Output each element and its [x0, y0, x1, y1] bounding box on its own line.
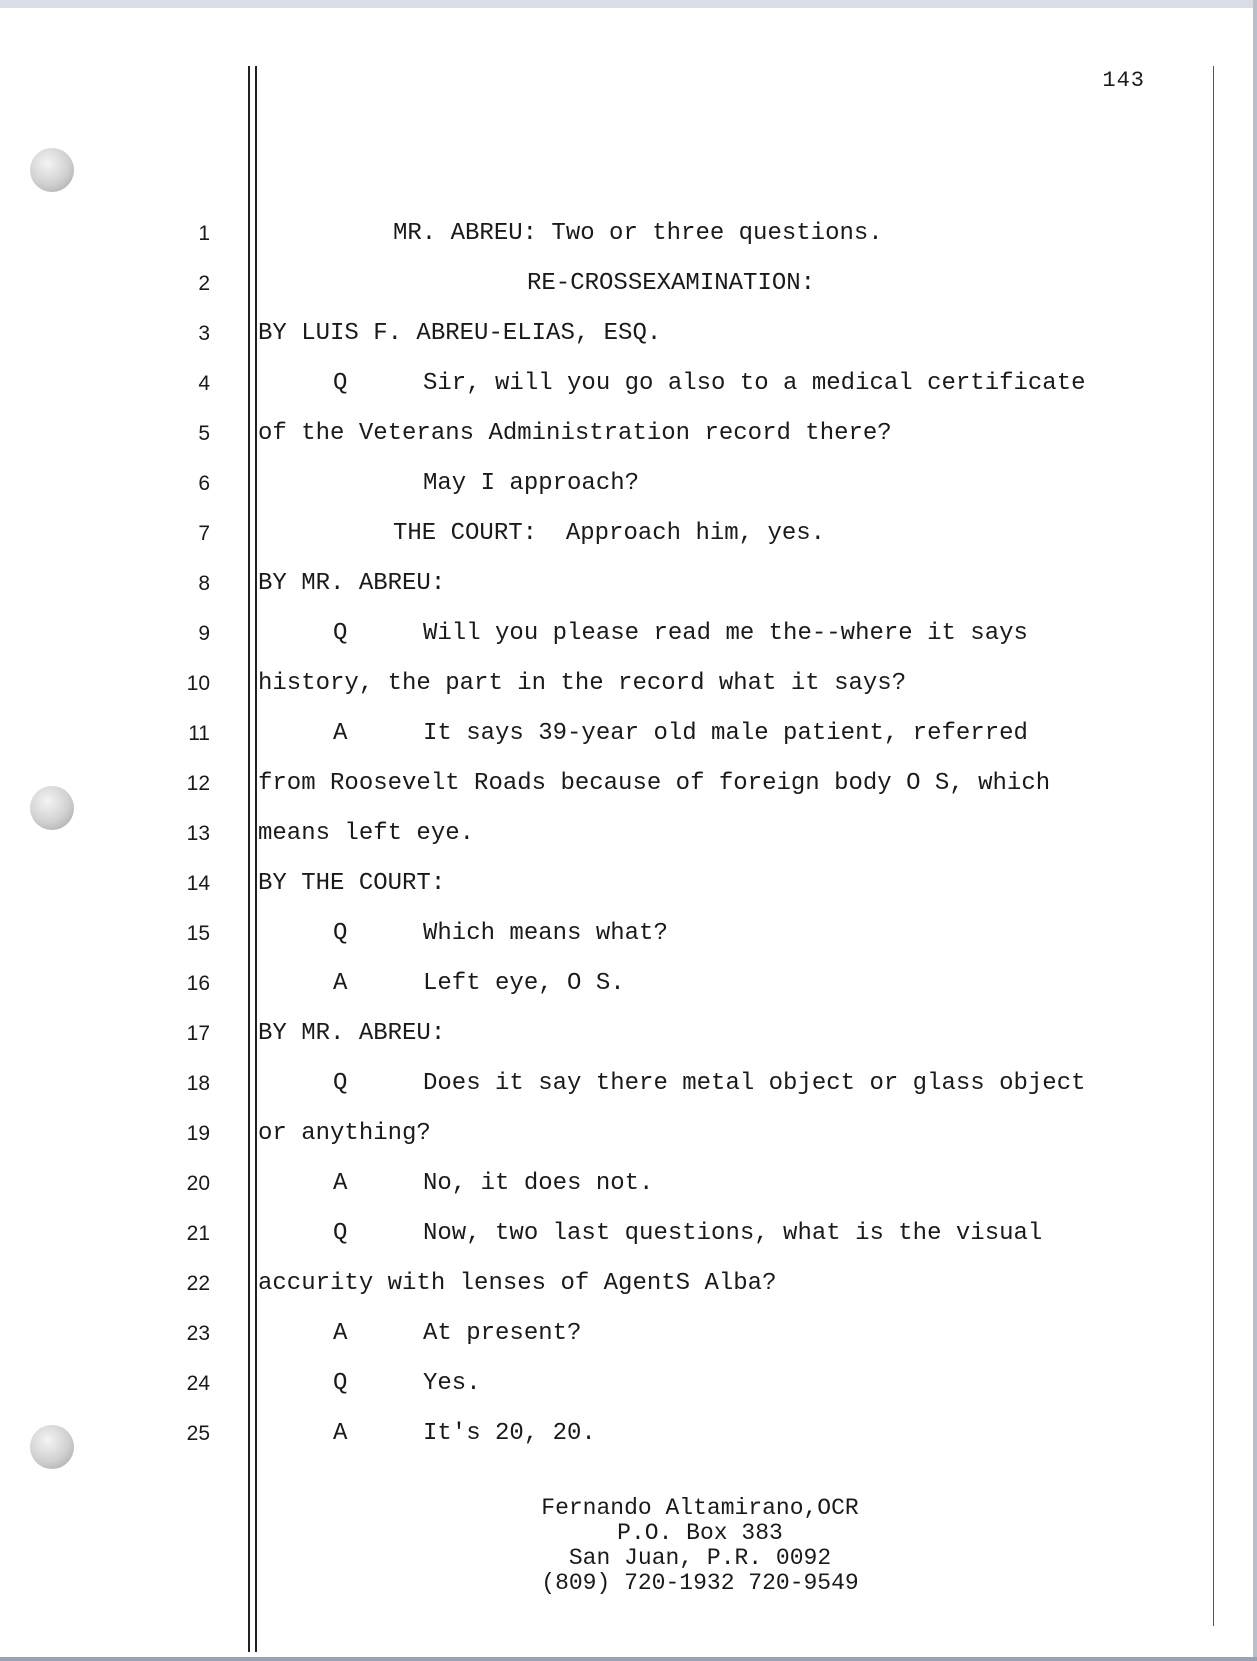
qa-marker: A	[333, 720, 348, 747]
line-text: THE COURT: Approach him, yes.	[393, 520, 826, 547]
line-number: 6	[198, 472, 210, 495]
line-number: 20	[186, 1172, 210, 1195]
reporter-city: San Juan, P.R. 0092	[568, 1545, 832, 1571]
line-number: 14	[186, 872, 210, 895]
line-text: Now, two last questions, what is the visual	[423, 1220, 1043, 1247]
transcript-line	[0, 564, 1257, 604]
transcript-line	[0, 364, 1257, 404]
qa-marker: Q	[333, 1220, 348, 1247]
transcript-line	[0, 614, 1257, 654]
line-number: 8	[198, 572, 210, 595]
line-number: 16	[186, 972, 210, 995]
line-text: Will you please read me the--where it says	[423, 620, 1028, 647]
transcript-line	[0, 914, 1257, 954]
line-text: It says 39-year old male patient, referred	[423, 720, 1028, 747]
transcript-line	[0, 864, 1257, 904]
scan-bottom-edge	[0, 1657, 1257, 1661]
punch-hole	[30, 148, 74, 192]
reporter-footer	[440, 1496, 960, 1596]
line-text: BY THE COURT:	[258, 870, 446, 897]
transcript-line	[0, 714, 1257, 754]
line-number: 18	[186, 1072, 210, 1095]
transcript-line	[0, 464, 1257, 504]
transcript-line	[0, 964, 1257, 1004]
line-text: At present?	[423, 1320, 582, 1347]
line-number: 17	[186, 1022, 210, 1045]
transcript-line	[0, 1314, 1257, 1354]
line-text: No, it does not.	[423, 1170, 654, 1197]
reporter-phone: (809) 720-1932 720-9549	[541, 1570, 859, 1596]
line-text: Left eye, O S.	[423, 970, 625, 997]
line-number: 23	[186, 1322, 210, 1345]
line-number: 24	[186, 1372, 210, 1395]
line-text: It's 20, 20.	[423, 1420, 596, 1447]
transcript-line	[0, 214, 1257, 254]
transcript-line	[0, 1264, 1257, 1304]
line-text: May I approach?	[423, 470, 640, 497]
transcript-line	[0, 664, 1257, 704]
qa-marker: A	[333, 1420, 348, 1447]
line-text: Does it say there metal object or glass object	[423, 1070, 1086, 1097]
qa-marker: A	[333, 1320, 348, 1347]
line-text: of the Veterans Administration record there?	[258, 420, 892, 447]
transcript-line	[0, 314, 1257, 354]
line-number: 3	[198, 322, 210, 345]
line-number: 9	[198, 622, 210, 645]
line-text: BY LUIS F. ABREU-ELIAS, ESQ.	[258, 320, 662, 347]
transcript-line	[0, 1014, 1257, 1054]
line-text: or anything?	[258, 1120, 431, 1147]
line-text: accurity with lenses of AgentS Alba?	[258, 1270, 777, 1297]
transcript-line	[0, 414, 1257, 454]
line-text: BY MR. ABREU:	[258, 1020, 446, 1047]
transcript-line	[0, 764, 1257, 804]
line-number: 25	[186, 1422, 210, 1445]
line-number: 12	[186, 772, 210, 795]
transcript-line	[0, 1064, 1257, 1104]
transcript-line	[0, 1364, 1257, 1404]
qa-marker: Q	[333, 370, 348, 397]
reporter-po-box: P.O. Box 383	[617, 1520, 783, 1546]
transcript-line	[0, 1214, 1257, 1254]
line-text: means left eye.	[258, 820, 475, 847]
line-text: history, the part in the record what it says?	[258, 670, 907, 697]
line-number: 19	[186, 1122, 210, 1145]
line-number: 2	[198, 272, 210, 295]
qa-marker: Q	[333, 1070, 348, 1097]
qa-marker: Q	[333, 920, 348, 947]
transcript-line	[0, 814, 1257, 854]
line-number: 21	[186, 1222, 210, 1245]
line-number: 13	[186, 822, 210, 845]
line-text: from Roosevelt Roads because of foreign body O S, which	[258, 770, 1051, 797]
transcript-line	[0, 1114, 1257, 1154]
scan-top-edge	[0, 0, 1257, 8]
line-text: BY MR. ABREU:	[258, 570, 446, 597]
line-text: MR. ABREU: Two or three questions.	[393, 220, 883, 247]
qa-marker: Q	[333, 1370, 348, 1397]
line-number: 7	[198, 522, 210, 545]
transcript-line	[0, 264, 1257, 304]
transcript-line	[0, 1164, 1257, 1204]
line-number: 11	[188, 722, 210, 745]
section-heading: RE-CROSSEXAMINATION:	[527, 270, 816, 297]
line-text: Sir, will you go also to a medical certificate	[423, 370, 1086, 397]
qa-marker: Q	[333, 620, 348, 647]
line-number: 1	[198, 222, 210, 245]
qa-marker: A	[333, 970, 348, 997]
line-number: 22	[186, 1272, 210, 1295]
transcript-line	[0, 1414, 1257, 1454]
line-text: Yes.	[423, 1370, 481, 1397]
reporter-name: Fernando Altamirano,OCR	[541, 1495, 859, 1521]
line-text: Which means what?	[423, 920, 668, 947]
line-number: 10	[186, 672, 210, 695]
qa-marker: A	[333, 1170, 348, 1197]
transcript-line	[0, 514, 1257, 554]
line-number: 15	[186, 922, 210, 945]
page-number: 143	[1102, 68, 1145, 93]
line-number: 5	[198, 422, 210, 445]
line-number: 4	[198, 372, 210, 395]
